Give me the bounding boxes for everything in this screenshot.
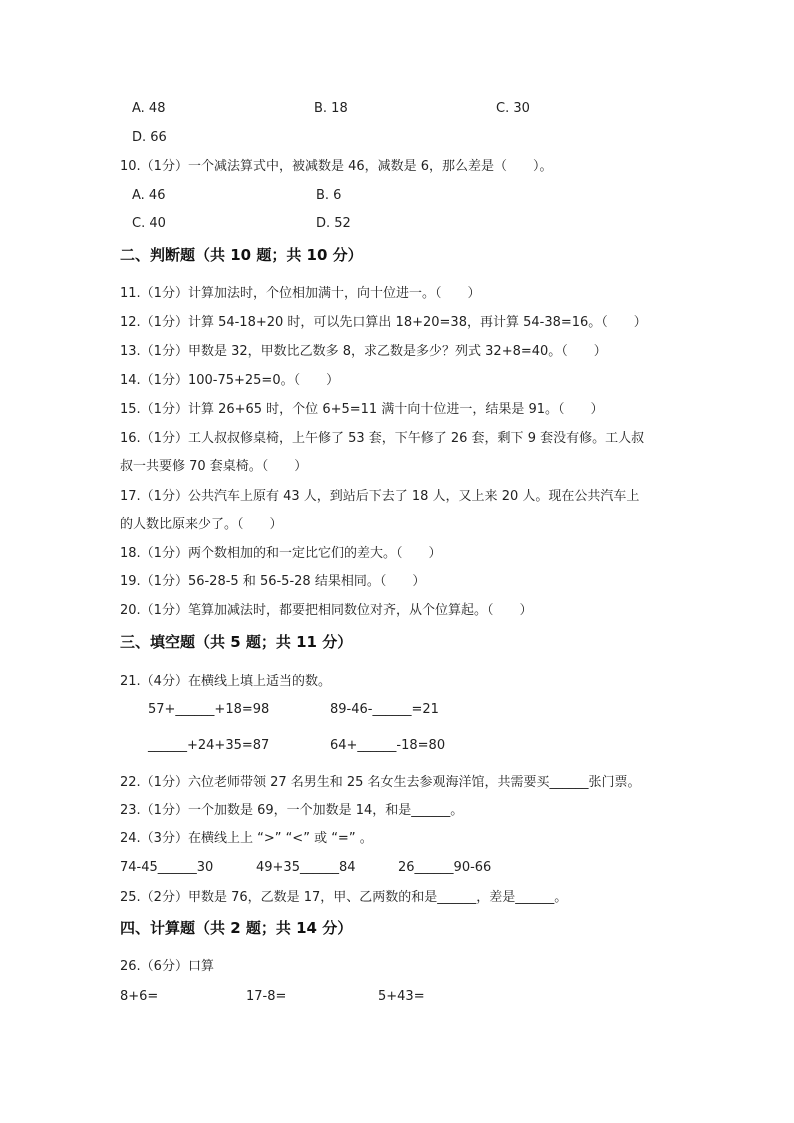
q22: 22.（1分）六位老师带领 27 名男生和 25 名女生去参观海洋馆，共需要买______张门票。 <box>120 775 641 790</box>
q18: 18.（1分）两个数相加的和一定比它们的差大。（ ） <box>120 546 442 561</box>
section4-heading: 四、计算题（共 2 题；共 14 分） <box>120 919 353 937</box>
q25: 25.（2分）甲数是 76，乙数是 17，甲、乙两数的和是______，差是______。 <box>120 890 568 905</box>
q24-expr1: 74-45______30 <box>120 860 214 875</box>
q17-line2: 的人数比原来少了。（ ） <box>120 517 283 532</box>
q21-expr1: 57+______+18=98 <box>148 702 270 717</box>
q24-expr3: 26______90-66 <box>398 860 492 875</box>
q26-expr1: 8+6= <box>120 989 159 1004</box>
q26-stem: 26.（6分）口算 <box>120 959 214 974</box>
q9-option-d: D. 66 <box>132 130 167 145</box>
q10-option-a: A. 46 <box>132 188 166 203</box>
q9-option-a: A. 48 <box>132 101 166 116</box>
q23: 23.（1分）一个加数是 69，一个加数是 14，和是______。 <box>120 803 464 818</box>
q15: 15.（1分）计算 26+65 时，个位 6+5=11 满十向十位进一，结果是 91。（ ） <box>120 402 604 417</box>
q10-option-b: B. 6 <box>316 188 342 203</box>
q19: 19.（1分）56-28-5 和 56-5-28 结果相同。（ ） <box>120 574 426 589</box>
q10-option-c: C. 40 <box>132 216 166 231</box>
q21-expr2: 89-46-______=21 <box>330 702 439 717</box>
q10-stem: 10.（1分）一个减法算式中，被减数是 46，减数是 6，那么差是（ ）。 <box>120 159 553 174</box>
q24-expr2: 49+35______84 <box>256 860 356 875</box>
q10-option-d: D. 52 <box>316 216 351 231</box>
q21-expr4: 64+______-18=80 <box>330 738 446 753</box>
section2-heading: 二、判断题（共 10 题；共 10 分） <box>120 246 363 264</box>
section3-heading: 三、填空题（共 5 题；共 11 分） <box>120 633 353 651</box>
q12: 12.（1分）计算 54-18+20 时，可以先口算出 18+20=38，再计算 54-38=16。（ ） <box>120 315 647 330</box>
q26-expr2: 17-8= <box>246 989 287 1004</box>
q21-stem: 21.（4分）在横线上填上适当的数。 <box>120 674 331 689</box>
q20: 20.（1分）笔算加减法时，都要把相同数位对齐，从个位算起。（ ） <box>120 603 533 618</box>
q24-stem: 24.（3分）在横线上上 “>” “<” 或 “=” 。 <box>120 831 373 846</box>
q16-line2: 叔一共要修 70 套桌椅。（ ） <box>120 459 308 474</box>
q14: 14.（1分）100-75+25=0。（ ） <box>120 373 340 388</box>
q21-expr3: ______+24+35=87 <box>148 738 270 753</box>
q16-line1: 16.（1分）工人叔叔修桌椅，上午修了 53 套，下午修了 26 套，剩下 9 套没有修。工人叔 <box>120 431 645 446</box>
q17-line1: 17.（1分）公共汽车上原有 43 人，到站后下去了 18 人，又上来 20 人。现在公共汽车上 <box>120 489 640 504</box>
q9-option-b: B. 18 <box>314 101 348 116</box>
q9-option-c: C. 30 <box>496 101 530 116</box>
q26-expr3: 5+43= <box>378 989 425 1004</box>
q11: 11.（1分）计算加法时，个位相加满十，向十位进一。（ ） <box>120 286 481 301</box>
q13: 13.（1分）甲数是 32，甲数比乙数多 8，求乙数是多少？列式 32+8=40。（ ） <box>120 344 607 359</box>
